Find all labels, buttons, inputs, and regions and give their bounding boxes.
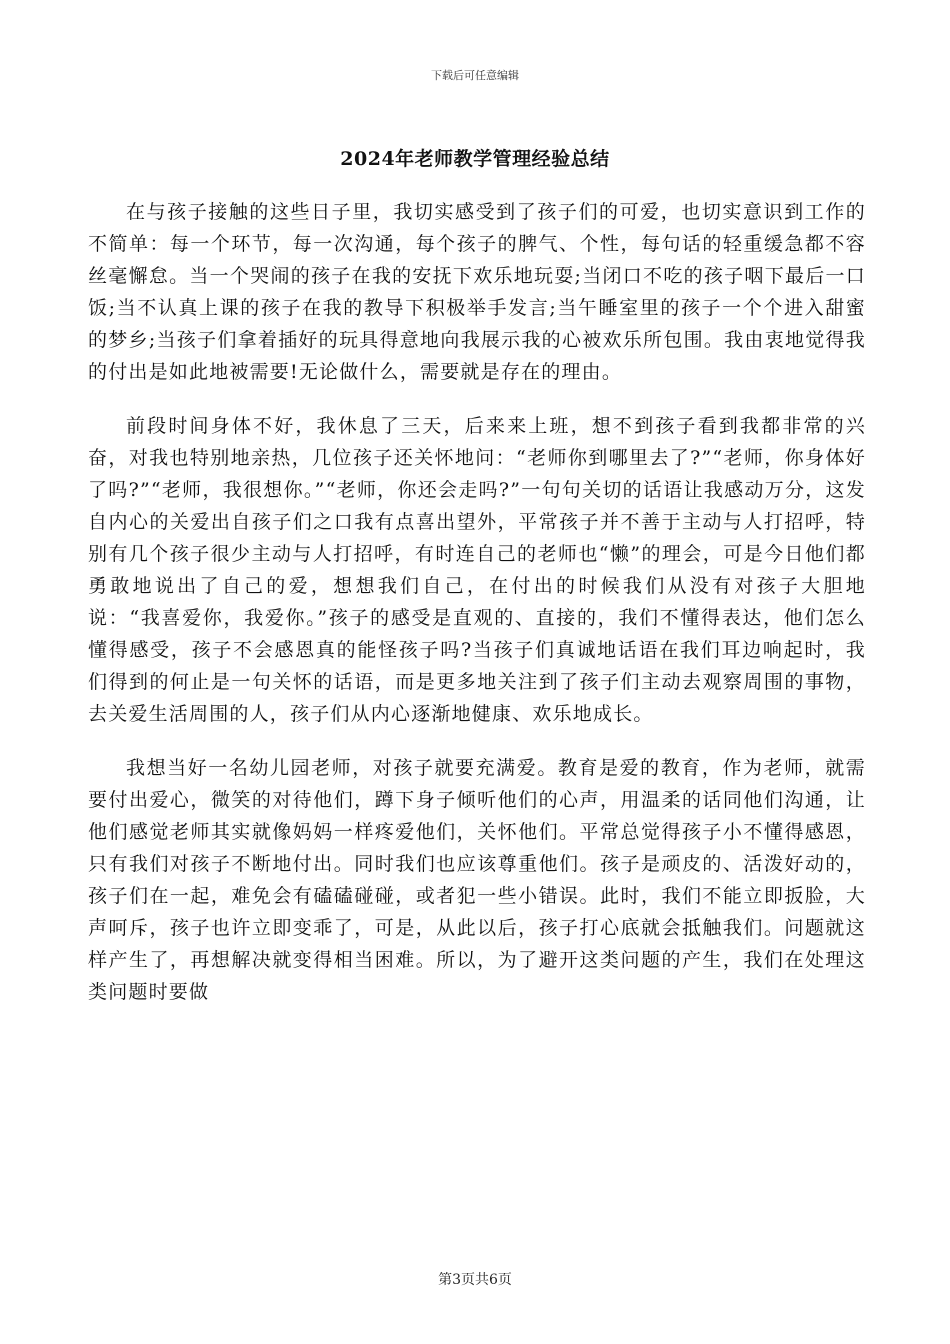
document-title: 2024年老师教学管理经验总结 [340,148,610,170]
paragraph-2: 前段时间身体不好，我休息了三天，后来来上班，想不到孩子看到我都非常的兴奋，对我也特别地亲热，几位孩子还关怀地问：“老师你到哪里去了?”“老师，你身体好了吗?”“老师，我很想你。”“老师，你还会走吗?”一句句关切的话语让我感动万分，这发自内心的关爱出自孩子们之口我有点喜出望外，平常孩子并不善于主动与人打招呼，特别有几个孩子很少主动与人打招呼，有时连自己的老师也“懒”的理会，可是今日他们都勇敢地说出了自己的爱，想想我们自己，在付出的时候我们从没有对孩子大胆地说：“我喜爱你，我爱你。”孩子的感受是直观的、直接的，我们不懂得表达，他们怎么懂得感受，孩子不会感恩真的能怪孩子吗?当孩子们真诚地话语在我们耳边响起时，我们得到的何止是一句关怀的话语，而是更多地关注到了孩子们主动去观察周围的事物，去关爱生活周围的人，孩子们从内心逐渐地健康、欢乐地成长。 [88,415,866,725]
paragraph-1: 在与孩子接触的这些日子里，我切实感受到了孩子们的可爱，也切实意识到工作的不简单：每一个环节，每一次沟通，每个孩子的脾气、个性，每句话的轻重缓急都不容丝毫懈怠。当一个哭闹的孩子在我的安抚下欢乐地玩耍;当闭口不吃的孩子咽下最后一口饭;当不认真上课的孩子在我的教导下积极举手发言;当午睡室里的孩子一个个进入甜蜜的梦乡;当孩子们拿着插好的玩具得意地向我展示我的心被欢乐所包围。我由衷地觉得我的付出是如此地被需要!无论做什么，需要就是存在的理由。 [88,201,866,383]
page-number: 第3页共6页 [438,1272,512,1288]
document-body [88,196,866,1030]
paragraph-3: 我想当好一名幼儿园老师，对孩子就要充满爱。教育是爱的教育，作为老师，就需要付出爱心，微笑的对待他们，蹲下身子倾听他们的心声，用温柔的话同他们沟通，让他们感觉老师其实就像妈妈一样疼爱他们，关怀他们。平常总觉得孩子小不懂得感恩，只有我们对孩子不断地付出。同时我们也应该尊重他们。孩子是顽皮的、活泼好动的，孩子们在一起，难免会有磕磕碰碰，或者犯一些小错误。此时，我们不能立即扳脸，大声呵斥，孩子也许立即变乖了，可是，从此以后，孩子打心底就会抵触我们。问题就这样产生了，再想解决就变得相当困难。所以，为了避开这类问题的产生，我们在处理这类问题时要做 [88,757,866,1003]
page-header-note: 下载后可任意编辑 [431,69,519,82]
